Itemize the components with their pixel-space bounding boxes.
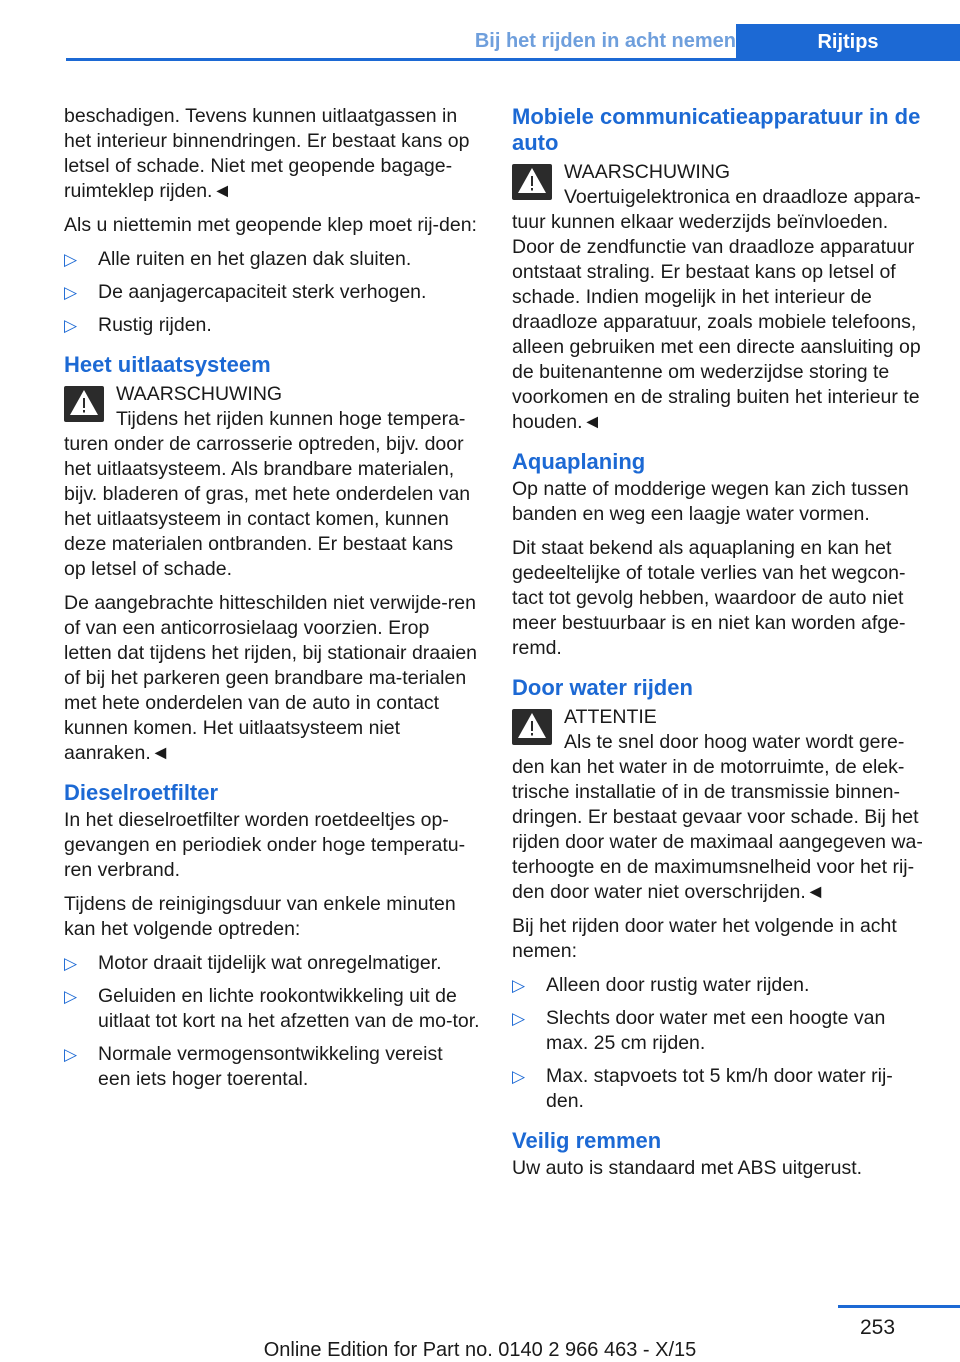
section-heading-mobile: Mobiele communicatieapparatuur in de auto <box>512 104 921 155</box>
section-heading-exhaust: Heet uitlaatsysteem <box>64 352 271 377</box>
warning-text: Voertuigelektronica en draadloze appara-tuur kunnen elkaar wederzijds beïnvloeden. Door de zendfunctie van draadloze apparatuur ontstaat straling. Er bestaat kans op letsel of schade. Indien mogelijk in het interieur de draadloze apparatuur, zoals mobiele telefoons, alleen gebruiken met een directe aansluiting op de buitenantenne om wederzijdse storing te voorkomen en de straling buiten het interieur te houden.◄ <box>512 186 921 433</box>
section-heading-aquaplaning: Aquaplaning <box>512 449 646 474</box>
list-item: ▷ Normale vermogensontwikkeling vereist een iets hoger toerental. <box>64 1042 480 1092</box>
right-column <box>512 104 928 1190</box>
list-item: ▷ De aanjagercapaciteit sterk verhogen. <box>64 280 480 305</box>
warning-title: WAARSCHUWING <box>564 161 731 183</box>
list-item: ▷ Geluiden en lichte rookontwikkeling uit de uitlaat tot kort na het afzetten van de mo-tor. <box>64 984 480 1034</box>
warning-triangle-icon <box>64 386 104 422</box>
list-item: ▷ Alle ruiten en het glazen dak sluiten. <box>64 247 480 272</box>
list-item: ▷ Max. stapvoets tot 5 km/h door water rij-den. <box>512 1064 928 1114</box>
edition-footer: Online Edition for Part no. 0140 2 966 463 - X/15 <box>263 1339 697 1361</box>
section-heading-water: Door water rijden <box>512 675 693 700</box>
warning-block <box>512 160 928 435</box>
attention-text: Als te snel door hoog water wordt gere-den kan het water in de motorruimte, de elek-trische installatie of in de transmissie binnen-dringen. Er bestaat gevaar voor schade. Bij het rijden door water de maximaal aangegeven wa-terhoogte en de maximumsnelheid voor het rij-den door water niet overschrijden.◄ <box>512 731 923 903</box>
paragraph: Tijdens de reinigingsduur van enkele minuten kan het volgende optreden: <box>64 893 456 940</box>
header-rule <box>66 58 960 61</box>
attention-title: ATTENTIE <box>564 706 657 728</box>
list-item: ▷ Alleen door rustig water rijden. <box>512 973 928 998</box>
paragraph: Uw auto is standaard met ABS uitgerust. <box>512 1157 863 1179</box>
list-item: ▷ Rustig rijden. <box>64 313 480 338</box>
page-header <box>66 24 960 61</box>
warning-text: Tijdens het rijden kunnen hoge tempera-turen onder de carrosserie optreden, bijv. door het uitlaatsysteem. Als brandbare materialen, bijv. bladeren of gras, met hete onderdelen van het uitlaatsysteem in contact komen, kunnen deze materialen ontbranden. Er bestaat kans op letsel of schade. <box>64 408 471 580</box>
paragraph: Als u niettemin met geopende klep moet rij-den: <box>64 214 477 236</box>
warning-triangle-icon <box>512 709 552 745</box>
warning-triangle-icon <box>512 164 552 200</box>
header-section-title: Bij het rijden in acht nemen <box>474 30 736 52</box>
footer-rule <box>838 1305 960 1308</box>
warning-block <box>64 382 480 582</box>
attention-block <box>512 705 928 905</box>
list-item: ▷ Motor draait tijdelijk wat onregelmatiger. <box>64 951 480 976</box>
bullet-list <box>64 247 480 338</box>
list-item: ▷ Slechts door water met een hoogte van max. 25 cm rijden. <box>512 1006 928 1056</box>
paragraph: beschadigen. Tevens kunnen uitlaatgassen in het interieur binnendringen. Er bestaat kans op letsel of schade. Niet met geopende bagage-ruimteklep rijden.◄ <box>64 105 470 202</box>
paragraph: Op natte of modderige wegen kan zich tussen banden en weg een laagje water vormen. <box>512 478 909 525</box>
header-chapter-tab: Rijtips <box>736 24 960 61</box>
page-number: 253 <box>860 1316 896 1339</box>
section-heading-brake: Veilig remmen <box>512 1128 662 1153</box>
section-heading-filter: Dieselroetfilter <box>64 780 219 805</box>
paragraph: De aangebrachte hitteschilden niet verwijde-ren of van een anticorrosielaag voorzien. Erop letten dat tijdens het rijden, bij stationair draaien of bij het parkeren geen brandbare ma-terialen met hete onderdelen van de auto in contact kunnen komen. Het uitlaatsysteem niet aanraken.◄ <box>64 592 478 764</box>
warning-title: WAARSCHUWING <box>116 383 283 405</box>
bullet-list <box>64 951 480 1092</box>
paragraph: In het dieselroetfilter worden roetdeeltjes op-gevangen en periodiek onder hoge temperatu-ren verbrand. <box>64 809 466 881</box>
bullet-list <box>512 973 928 1114</box>
paragraph: Dit staat bekend als aquaplaning en kan het gedeeltelijke of totale verlies van het wegcon-tact tot gevolg hebben, waardoor de auto niet meer bestuurbaar is en niet kan worden afge-remd. <box>512 537 906 659</box>
left-column <box>64 104 480 1100</box>
paragraph: Bij het rijden door water het volgende in acht nemen: <box>512 915 897 962</box>
